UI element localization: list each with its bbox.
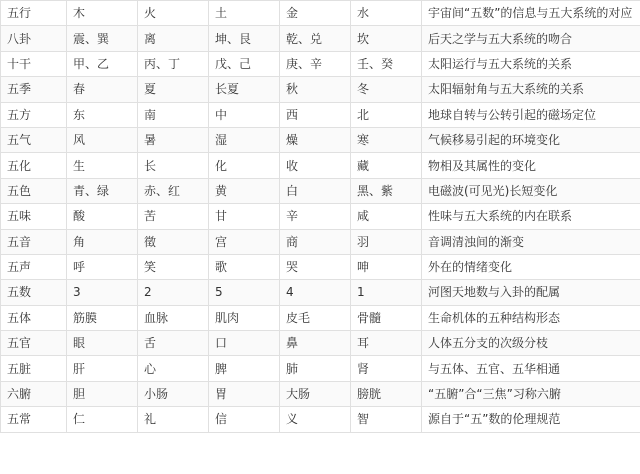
table-cell: 呻 (351, 254, 422, 279)
table-cell: 宫 (209, 229, 280, 254)
table-cell: 小肠 (138, 381, 209, 406)
table-cell: 眼 (67, 331, 138, 356)
row-description: 生命机体的五种结构形态 (422, 305, 640, 330)
row-label: 五脏 (1, 356, 67, 381)
row-description: 与五体、五官、五华相通 (422, 356, 640, 381)
table-row (1, 178, 640, 203)
row-label: 五行 (1, 1, 67, 26)
table-row (1, 26, 640, 51)
row-description: 音调清浊间的渐变 (422, 229, 640, 254)
table-cell: 咸 (351, 204, 422, 229)
table-row (1, 51, 640, 76)
table-row (1, 229, 640, 254)
table-cell: 歌 (209, 254, 280, 279)
table-cell: 酸 (67, 204, 138, 229)
table-cell: 长夏 (209, 77, 280, 102)
table-cell: 血脉 (138, 305, 209, 330)
table-cell: 义 (280, 407, 351, 432)
table-cell: 青、绿 (67, 178, 138, 203)
row-description: 人体五分支的次级分枝 (422, 331, 640, 356)
table-cell: 膀胱 (351, 381, 422, 406)
row-description: 太阳运行与五大系统的关系 (422, 51, 640, 76)
table-row (1, 127, 640, 152)
row-label: 五音 (1, 229, 67, 254)
row-label: 八卦 (1, 26, 67, 51)
table-cell: 大肠 (280, 381, 351, 406)
row-label: 五化 (1, 153, 67, 178)
table-cell: 丙、丁 (138, 51, 209, 76)
row-label: 五方 (1, 102, 67, 127)
row-label: 五气 (1, 127, 67, 152)
table-cell: 水 (351, 1, 422, 26)
table-cell: 脾 (209, 356, 280, 381)
row-description: 外在的情绪变化 (422, 254, 640, 279)
table-cell: 舌 (138, 331, 209, 356)
row-label: 五声 (1, 254, 67, 279)
table-cell: 藏 (351, 153, 422, 178)
table-cell: 筋膜 (67, 305, 138, 330)
table-cell: 秋 (280, 77, 351, 102)
table-row (1, 102, 640, 127)
table-cell: 肝 (67, 356, 138, 381)
table-cell: 笑 (138, 254, 209, 279)
table-cell: 南 (138, 102, 209, 127)
table-cell: 庚、辛 (280, 51, 351, 76)
table-cell: 寒 (351, 127, 422, 152)
table-cell: 坎 (351, 26, 422, 51)
table-cell: 中 (209, 102, 280, 127)
table-cell: 离 (138, 26, 209, 51)
table-cell: 化 (209, 153, 280, 178)
table-cell: 风 (67, 127, 138, 152)
table-cell: 金 (280, 1, 351, 26)
row-label: 六腑 (1, 381, 67, 406)
table-cell: 4 (280, 280, 351, 305)
table-cell: 5 (209, 280, 280, 305)
table-cell: 坤、艮 (209, 26, 280, 51)
row-description: 物相及其属性的变化 (422, 153, 640, 178)
table-row (1, 1, 640, 26)
table-cell: 震、巽 (67, 26, 138, 51)
table-cell: 西 (280, 102, 351, 127)
table-cell: 仁 (67, 407, 138, 432)
table-cell: 黑、紫 (351, 178, 422, 203)
table-cell: 暑 (138, 127, 209, 152)
table-row (1, 204, 640, 229)
row-description: 源自于“五”数的伦理规范 (422, 407, 640, 432)
table-row (1, 280, 640, 305)
table-row (1, 331, 640, 356)
row-label: 五味 (1, 204, 67, 229)
table-row (1, 381, 640, 406)
table-cell: 1 (351, 280, 422, 305)
table-cell: 北 (351, 102, 422, 127)
table-cell: 礼 (138, 407, 209, 432)
table-cell: 肺 (280, 356, 351, 381)
table-cell: 土 (209, 1, 280, 26)
table-cell: 徵 (138, 229, 209, 254)
table-row (1, 153, 640, 178)
table-cell: 皮毛 (280, 305, 351, 330)
row-label: 五常 (1, 407, 67, 432)
table-cell: 哭 (280, 254, 351, 279)
table-cell: 木 (67, 1, 138, 26)
table-cell: 生 (67, 153, 138, 178)
row-description: 太阳辐射角与五大系统的关系 (422, 77, 640, 102)
table-cell: 角 (67, 229, 138, 254)
table-cell: 收 (280, 153, 351, 178)
table-cell: 肾 (351, 356, 422, 381)
table-cell: 3 (67, 280, 138, 305)
table-cell: 壬、癸 (351, 51, 422, 76)
table-cell: 长 (138, 153, 209, 178)
table-cell: 春 (67, 77, 138, 102)
table-body (1, 1, 640, 433)
row-label: 十干 (1, 51, 67, 76)
table-cell: 白 (280, 178, 351, 203)
table-row (1, 407, 640, 432)
table-row (1, 356, 640, 381)
table-cell: 肌肉 (209, 305, 280, 330)
row-description: 电磁波(可见光)长短变化 (422, 178, 640, 203)
row-label: 五官 (1, 331, 67, 356)
row-label: 五色 (1, 178, 67, 203)
row-description: 河图天地数与入卦的配属 (422, 280, 640, 305)
row-description: “五腑”合“三焦”习称六腑 (422, 381, 640, 406)
table-cell: 骨髓 (351, 305, 422, 330)
table-cell: 东 (67, 102, 138, 127)
table-cell: 甲、乙 (67, 51, 138, 76)
row-description: 气候移易引起的环境变化 (422, 127, 640, 152)
table-cell: 苦 (138, 204, 209, 229)
table-cell: 耳 (351, 331, 422, 356)
table-cell: 甘 (209, 204, 280, 229)
row-label: 五数 (1, 280, 67, 305)
table-cell: 呼 (67, 254, 138, 279)
table-cell: 燥 (280, 127, 351, 152)
table-row (1, 254, 640, 279)
table-cell: 戊、己 (209, 51, 280, 76)
table-cell: 赤、红 (138, 178, 209, 203)
table-cell: 智 (351, 407, 422, 432)
table-cell: 辛 (280, 204, 351, 229)
table-cell: 胃 (209, 381, 280, 406)
table-cell: 湿 (209, 127, 280, 152)
row-description: 性味与五大系统的内在联系 (422, 204, 640, 229)
table-cell: 乾、兑 (280, 26, 351, 51)
table-cell: 鼻 (280, 331, 351, 356)
table-cell: 羽 (351, 229, 422, 254)
table-cell: 黄 (209, 178, 280, 203)
row-label: 五体 (1, 305, 67, 330)
table-cell: 冬 (351, 77, 422, 102)
table-cell: 商 (280, 229, 351, 254)
row-description: 地球自转与公转引起的磁场定位 (422, 102, 640, 127)
table-cell: 夏 (138, 77, 209, 102)
row-label: 五季 (1, 77, 67, 102)
table-cell: 2 (138, 280, 209, 305)
table-row (1, 305, 640, 330)
table-row (1, 77, 640, 102)
table-cell: 心 (138, 356, 209, 381)
row-description: 后天之学与五大系统的吻合 (422, 26, 640, 51)
table-cell: 信 (209, 407, 280, 432)
table-cell: 火 (138, 1, 209, 26)
table-cell: 胆 (67, 381, 138, 406)
table-cell: 口 (209, 331, 280, 356)
row-description: 宇宙间“五数”的信息与五大系统的对应 (422, 1, 640, 26)
